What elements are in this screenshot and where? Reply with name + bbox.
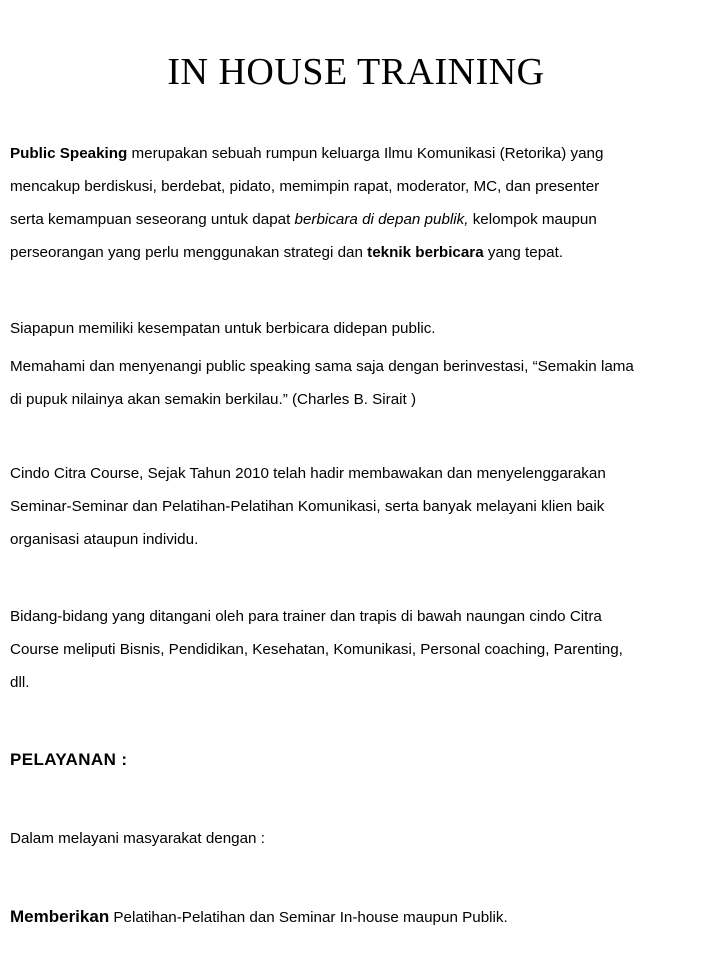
page-title: IN HOUSE TRAINING [167,51,545,93]
intro-line-4-pre: perseorangan yang perlu menggunakan strategi dan [10,244,368,261]
intro-line-1 [10,137,710,170]
about-line-1: Cindo Citra Course, Sejak Tahun 2010 telah hadir membawakan dan menyelenggarakan [10,465,606,482]
quote-line-2: di pupuk nilainya akan semakin berkilau.” (Charles B. Sirait ) [10,391,417,408]
about-paragraph [10,457,710,556]
fields-paragraph [10,600,710,699]
intro-line-4-bold: teknik berbicara [367,244,484,261]
fields-line-3: dll. [10,674,30,691]
intro-line-2: mencakup berdiskusi, berdebat, pidato, memimpin rapat, moderator, MC, dan presenter [10,178,600,195]
quote-paragraph [10,350,710,416]
quote-line-1: Memahami dan menyenangi public speaking sama saja dengan berinvestasi, “Semakin lama [10,358,634,375]
offer-lead: Memberikan [10,907,110,926]
intro-line-3 [10,203,710,236]
services-intro [10,822,710,855]
opportunity-line: Siapapun memiliki kesempatan untuk berbicara didepan public. [10,320,436,337]
intro-line-3-post: kelompok maupun [468,211,597,228]
fields-line-2: Course meliputi Bisnis, Pendidikan, Kesehatan, Komunikasi, Personal coaching, Parenting, [10,641,623,658]
offer-line [10,900,710,934]
intro-line-4 [10,236,710,269]
intro-line-3-pre: serta kemampuan seseorang untuk dapat [10,211,295,228]
services-heading: PELAYANAN : [10,750,128,769]
fields-line-1: Bidang-bidang yang ditangani oleh para trainer dan trapis di bawah naungan cindo Citra [10,608,602,625]
about-line-2: Seminar-Seminar dan Pelatihan-Pelatihan Komunikasi, serta banyak melayani klien baik [10,498,605,515]
intro-paragraph [10,137,710,269]
services-intro-line: Dalam melayani masyarakat dengan : [10,830,265,847]
intro-line-1-text: merupakan sebuah rumpun keluarga Ilmu Komunikasi (Retorika) yang [127,145,604,162]
intro-line-3-italic: berbicara di depan publik, [294,211,469,228]
intro-term: Public Speaking [10,145,128,162]
opportunity-paragraph [10,312,710,345]
offer-paragraph [10,900,710,934]
intro-line-4-post: yang tepat. [483,244,564,261]
offer-text: Pelatihan-Pelatihan dan Seminar In-house maupun Publik. [109,909,508,926]
about-line-3: organisasi ataupun individu. [10,531,199,548]
